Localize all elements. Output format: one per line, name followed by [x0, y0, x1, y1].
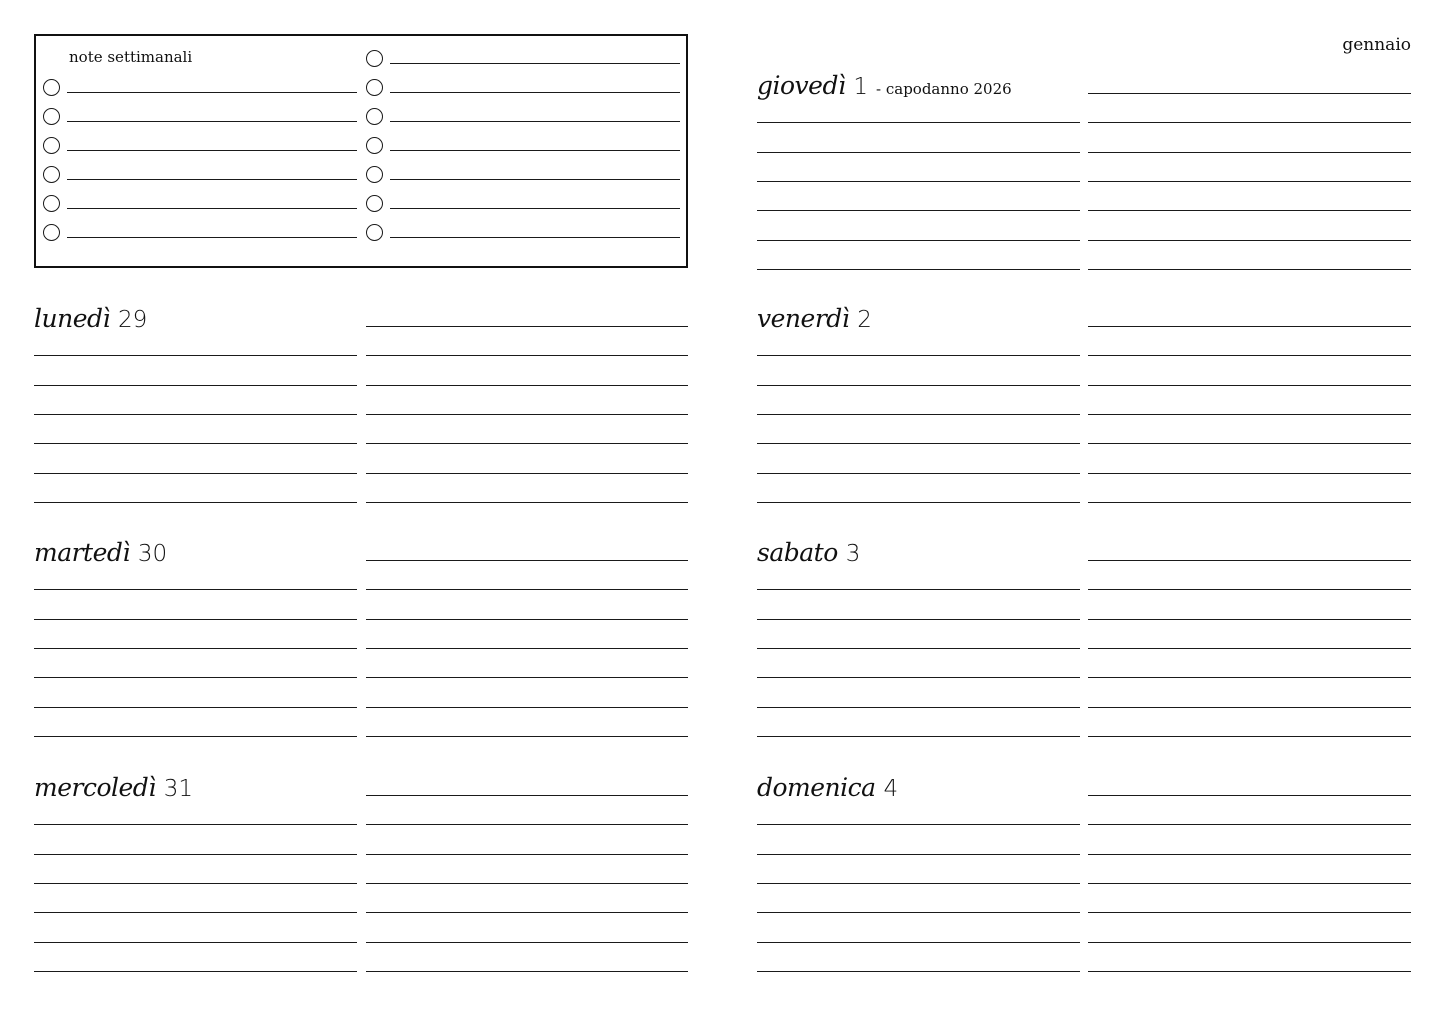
writing-line[interactable]	[1088, 181, 1411, 182]
writing-line[interactable]	[34, 912, 357, 913]
writing-line[interactable]	[757, 122, 1080, 123]
writing-line[interactable]	[1088, 152, 1411, 153]
writing-line[interactable]	[34, 854, 357, 855]
month-label: gennaio	[1342, 35, 1411, 55]
day-name: mercoledì	[34, 773, 156, 802]
writing-line[interactable]	[34, 942, 357, 943]
writing-line[interactable]	[757, 942, 1080, 943]
writing-line[interactable]	[757, 589, 1080, 590]
writing-line[interactable]	[1088, 736, 1411, 737]
writing-line[interactable]	[34, 355, 357, 356]
day-name: giovedì	[757, 71, 846, 100]
day-heading-thursday	[757, 71, 1012, 104]
day-name: lunedì	[34, 304, 110, 333]
writing-line[interactable]	[1088, 443, 1411, 444]
writing-line[interactable]	[34, 648, 357, 649]
checkbox-circle-icon[interactable]	[43, 108, 60, 125]
writing-line[interactable]	[34, 414, 357, 415]
writing-line[interactable]	[34, 824, 357, 825]
checkbox-circle-icon[interactable]	[366, 224, 383, 241]
weekly-notes-box	[34, 34, 688, 268]
writing-line[interactable]	[366, 824, 688, 825]
note-line[interactable]	[390, 92, 680, 93]
writing-line[interactable]	[366, 648, 688, 649]
writing-line[interactable]	[1088, 240, 1411, 241]
day-name: martedì	[34, 538, 130, 567]
writing-line[interactable]	[757, 181, 1080, 182]
writing-line[interactable]	[757, 971, 1080, 972]
writing-line[interactable]	[34, 883, 357, 884]
day-number: 30	[137, 541, 168, 567]
writing-line[interactable]	[757, 912, 1080, 913]
writing-line[interactable]	[34, 619, 357, 620]
note-line[interactable]	[67, 150, 357, 151]
writing-line[interactable]	[1088, 560, 1411, 561]
writing-line[interactable]	[757, 883, 1080, 884]
writing-line[interactable]	[366, 795, 688, 796]
note-line[interactable]	[390, 179, 680, 180]
writing-line[interactable]	[366, 971, 688, 972]
writing-line[interactable]	[366, 560, 688, 561]
writing-line[interactable]	[757, 210, 1080, 211]
writing-line[interactable]	[366, 677, 688, 678]
weekly-notes-title: note settimanali	[69, 48, 193, 66]
writing-line[interactable]	[1088, 589, 1411, 590]
checkbox-circle-icon[interactable]	[43, 224, 60, 241]
note-line[interactable]	[390, 208, 680, 209]
writing-line[interactable]	[366, 443, 688, 444]
writing-line[interactable]	[34, 971, 357, 972]
writing-line[interactable]	[757, 443, 1080, 444]
writing-line[interactable]	[366, 502, 688, 503]
checkbox-circle-icon[interactable]	[366, 137, 383, 154]
day-number: 1	[853, 74, 869, 100]
day-number: 4	[883, 776, 899, 802]
writing-line[interactable]	[757, 240, 1080, 241]
checkbox-circle-icon[interactable]	[366, 50, 383, 67]
day-name: sabato	[757, 538, 838, 567]
writing-line[interactable]	[366, 414, 688, 415]
writing-line[interactable]	[366, 355, 688, 356]
writing-line[interactable]	[1088, 619, 1411, 620]
checkbox-circle-icon[interactable]	[43, 166, 60, 183]
writing-line[interactable]	[1088, 473, 1411, 474]
writing-line[interactable]	[757, 152, 1080, 153]
writing-line[interactable]	[34, 589, 357, 590]
note-line[interactable]	[67, 237, 357, 238]
writing-line[interactable]	[366, 385, 688, 386]
writing-line[interactable]	[1088, 648, 1411, 649]
writing-line[interactable]	[34, 385, 357, 386]
writing-line[interactable]	[1088, 269, 1411, 270]
writing-line[interactable]	[34, 736, 357, 737]
writing-line[interactable]	[757, 355, 1080, 356]
holiday-note: - capodanno 2026	[876, 80, 1012, 98]
writing-line[interactable]	[1088, 355, 1411, 356]
writing-line[interactable]	[1088, 824, 1411, 825]
note-line[interactable]	[67, 179, 357, 180]
writing-line[interactable]	[34, 502, 357, 503]
note-line[interactable]	[390, 237, 680, 238]
checkbox-circle-icon[interactable]	[366, 166, 383, 183]
writing-line[interactable]	[34, 443, 357, 444]
writing-line[interactable]	[757, 269, 1080, 270]
writing-line[interactable]	[757, 736, 1080, 737]
writing-line[interactable]	[757, 385, 1080, 386]
day-number: 2	[857, 307, 872, 333]
writing-line[interactable]	[1088, 971, 1411, 972]
day-heading-monday	[34, 304, 147, 335]
checkbox-circle-icon[interactable]	[43, 137, 60, 154]
writing-line[interactable]	[366, 473, 688, 474]
writing-line[interactable]	[1088, 854, 1411, 855]
writing-line[interactable]	[757, 854, 1080, 855]
checkbox-circle-icon[interactable]	[366, 108, 383, 125]
writing-line[interactable]	[757, 502, 1080, 503]
day-heading-friday	[757, 304, 872, 335]
day-number: 29	[117, 307, 148, 333]
writing-line[interactable]	[1088, 93, 1411, 94]
writing-line[interactable]	[1088, 912, 1411, 913]
writing-line[interactable]	[757, 824, 1080, 825]
writing-line[interactable]	[366, 589, 688, 590]
checkbox-circle-icon[interactable]	[366, 79, 383, 96]
writing-line[interactable]	[1088, 385, 1411, 386]
writing-line[interactable]	[34, 677, 357, 678]
writing-line[interactable]	[1088, 795, 1411, 796]
day-name: domenica	[757, 773, 876, 802]
writing-line[interactable]	[757, 707, 1080, 708]
writing-line[interactable]	[366, 707, 688, 708]
writing-line[interactable]	[757, 677, 1080, 678]
writing-line[interactable]	[366, 883, 688, 884]
note-line[interactable]	[67, 121, 357, 122]
writing-line[interactable]	[1088, 707, 1411, 708]
writing-line[interactable]	[34, 473, 357, 474]
writing-line[interactable]	[1088, 210, 1411, 211]
writing-line[interactable]	[1088, 502, 1411, 503]
note-line[interactable]	[390, 121, 680, 122]
writing-line[interactable]	[366, 854, 688, 855]
writing-line[interactable]	[366, 619, 688, 620]
note-line[interactable]	[67, 208, 357, 209]
note-line[interactable]	[390, 150, 680, 151]
writing-line[interactable]	[757, 414, 1080, 415]
writing-line[interactable]	[366, 736, 688, 737]
checkbox-circle-icon[interactable]	[43, 195, 60, 212]
writing-line[interactable]	[366, 912, 688, 913]
day-name: venerdì	[757, 304, 850, 333]
writing-line[interactable]	[1088, 942, 1411, 943]
writing-line[interactable]	[1088, 883, 1411, 884]
writing-line[interactable]	[757, 648, 1080, 649]
writing-line[interactable]	[1088, 677, 1411, 678]
note-line[interactable]	[390, 63, 680, 64]
writing-line[interactable]	[1088, 122, 1411, 123]
writing-line[interactable]	[757, 473, 1080, 474]
writing-line[interactable]	[366, 942, 688, 943]
day-heading-sunday	[757, 773, 898, 804]
day-heading-saturday	[757, 538, 860, 569]
day-number: 3	[845, 541, 861, 567]
writing-line[interactable]	[34, 707, 357, 708]
day-heading-wednesday	[34, 773, 193, 804]
writing-line[interactable]	[1088, 326, 1411, 327]
writing-line[interactable]	[1088, 414, 1411, 415]
writing-line[interactable]	[366, 326, 688, 327]
note-line[interactable]	[67, 92, 357, 93]
day-number: 31	[163, 776, 194, 802]
checkbox-circle-icon[interactable]	[366, 195, 383, 212]
checkbox-circle-icon[interactable]	[43, 79, 60, 96]
day-heading-tuesday	[34, 538, 167, 569]
writing-line[interactable]	[757, 619, 1080, 620]
